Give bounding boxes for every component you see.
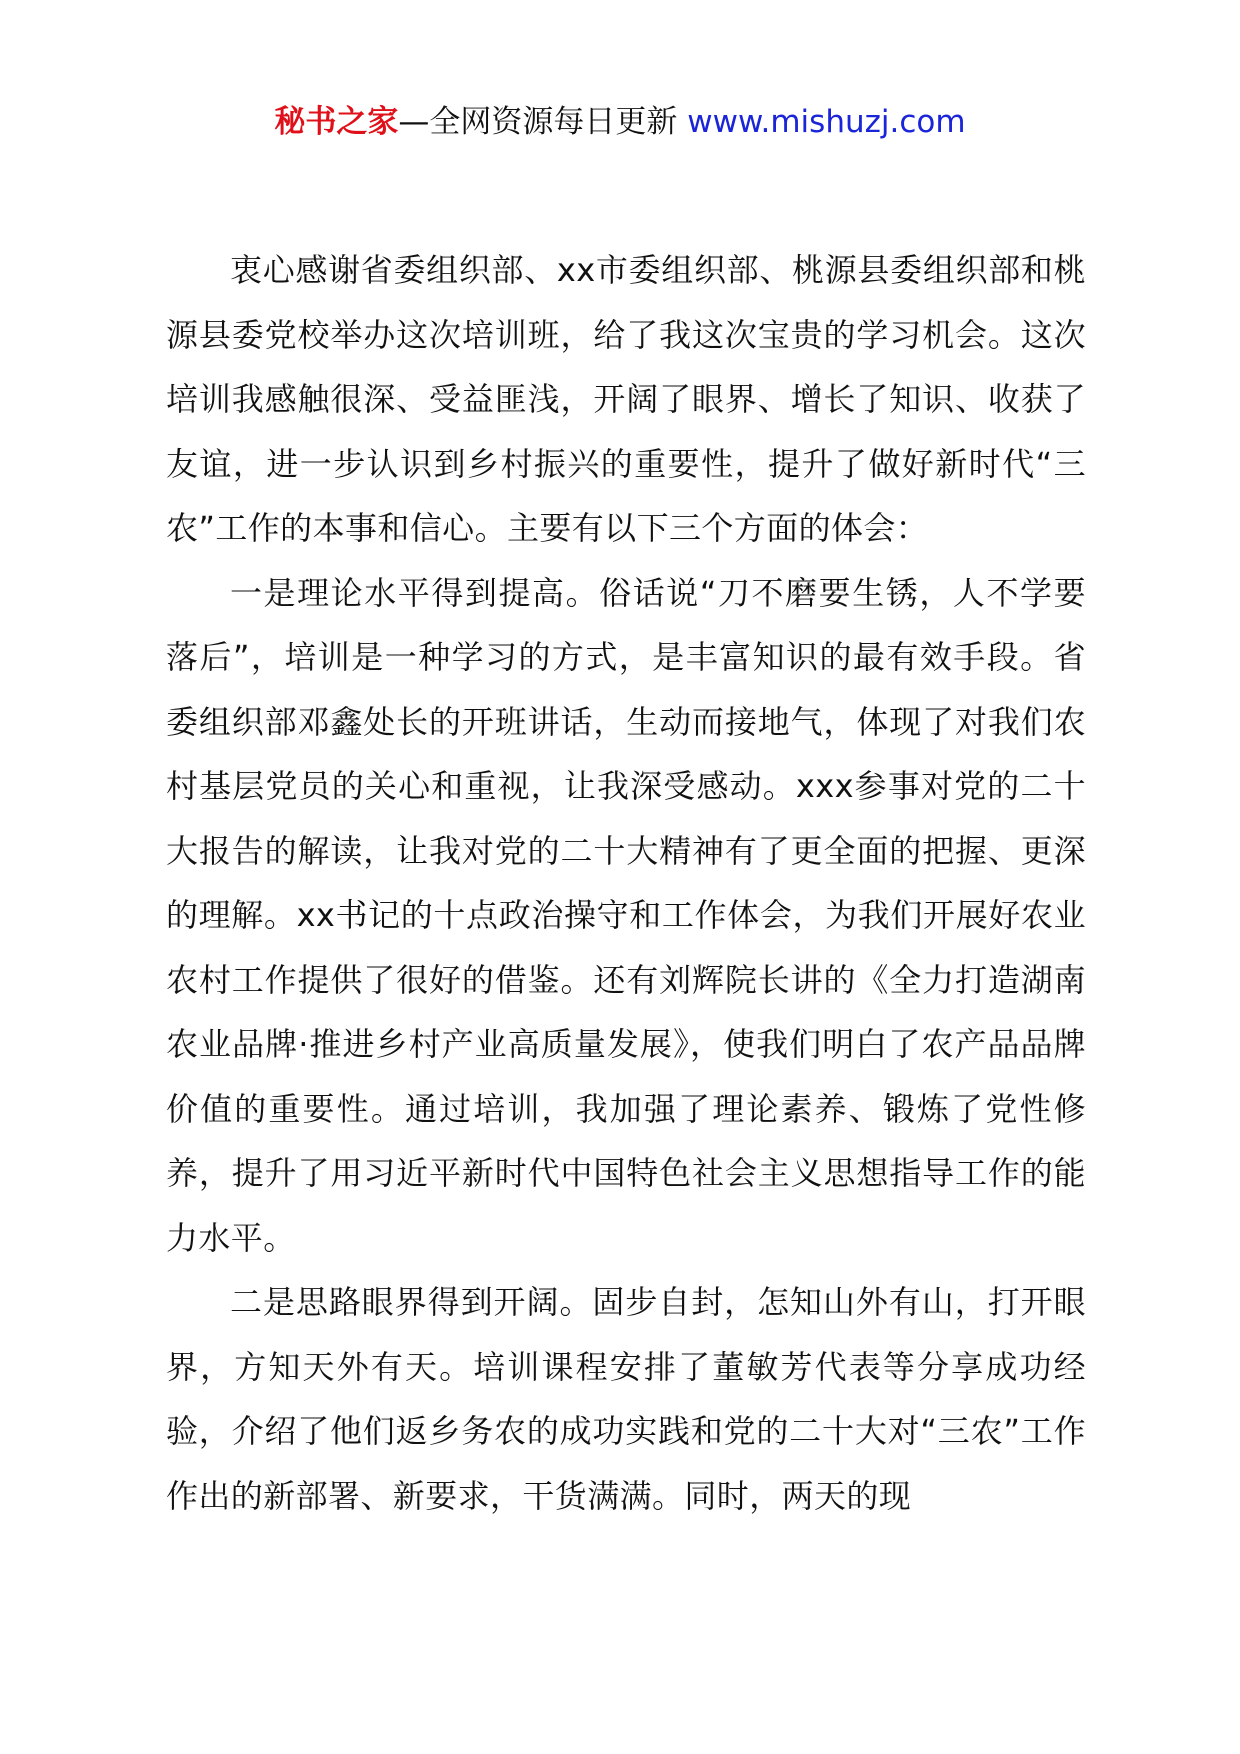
header-tagline: —全网资源每日更新: [398, 104, 688, 140]
header-brand: 秘书之家: [274, 104, 399, 140]
paragraph-intro: 衷心感谢省委组织部、xx市委组织部、桃源县委组织部和桃源县委党校举办这次培训班，给了我这次宝贵的学习机会。这次培训我感触很深、受益匪浅，开阔了眼界、增长了知识、收获了友谊，进一步认识到乡村振兴的重要性，提升了做好新时代“三农”工作的本事和信心。主要有以下三个方面的体会：: [166, 251, 1086, 547]
paragraph-vision: 二是思路眼界得到开阔。固步自封，怎知山外有山，打开眼界，方知天外有天。培训课程安排了董敏芳代表等分享成功经验，介绍了他们返乡务农的成功实践和党的二十大对“三农”工作作出的新部署、新要求，干货满满。同时，两天的现: [166, 1283, 1086, 1515]
paragraph-theory: 一是理论水平得到提高。俗话说“刀不磨要生锈，人不学要落后”，培训是一种学习的方式，是丰富知识的最有效手段。省委组织部邓鑫处长的开班讲话，生动而接地气，体现了对我们农村基层党员的关心和重视，让我深受感动。xxx参事对党的二十大报告的解读，让我对党的二十大精神有了更全面的把握、更深的理解。xx书记的十点政治操守和工作体会，为我们开展好农业农村工作提供了很好的借鉴。还有刘辉院长讲的《全力打造湖南农业品牌·推进乡村产业高质量发展》，使我们明白了农产品品牌价值的重要性。通过培训，我加强了理论素养、锻炼了党性修养，提升了用习近平新时代中国特色社会主义思想指导工作的能力水平。: [166, 573, 1086, 1257]
page-header: [0, 100, 1240, 144]
header-url-link[interactable]: www.mishuzj.com: [687, 104, 966, 140]
document-body: [166, 238, 1086, 1528]
